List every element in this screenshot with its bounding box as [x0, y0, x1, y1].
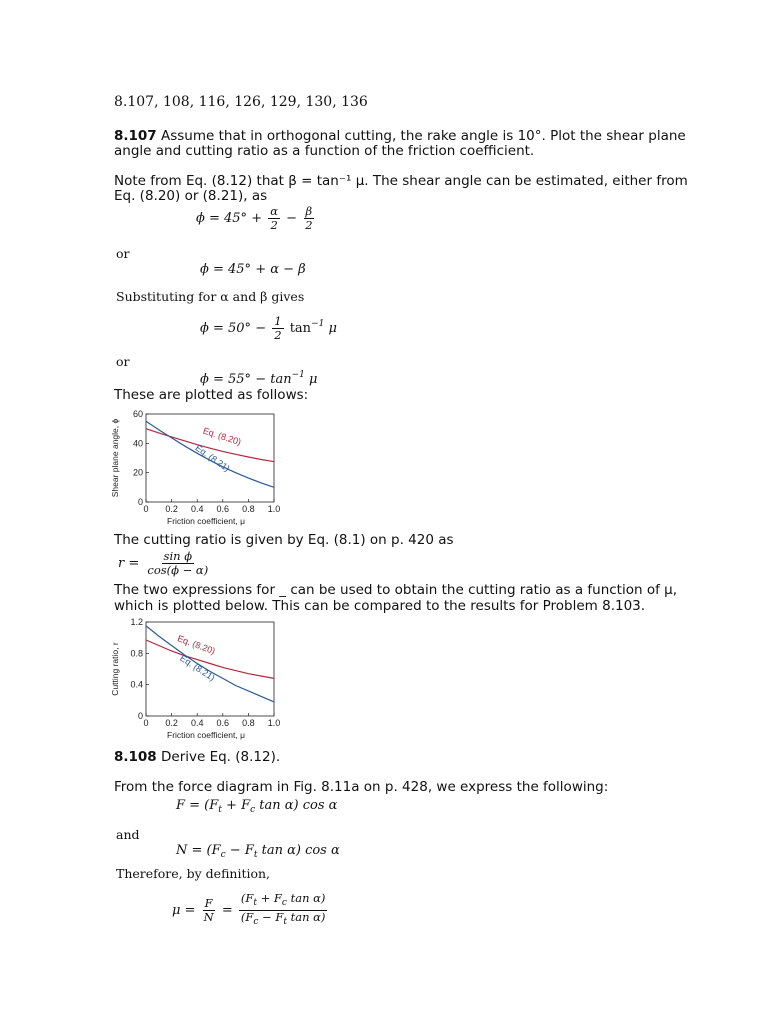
- frac-den: N: [203, 910, 214, 924]
- eq-lhs: r =: [118, 556, 140, 571]
- x-tick-label: 0: [143, 718, 149, 728]
- statement-line-2: angle and cutting ratio as a function of the friction coefficient.: [114, 143, 535, 159]
- eq-part: − F: [225, 843, 254, 858]
- x-tick-label: 1.0: [267, 718, 281, 728]
- y-tick-label: 0.8: [130, 648, 143, 659]
- eq-part: + F: [221, 798, 251, 813]
- cutting-ratio-text: The cutting ratio is given by Eq. (8.1) on p. 420 as: [114, 532, 454, 548]
- cutting-ratio-equation: [118, 550, 212, 577]
- x-tick-label: 0.2: [165, 718, 178, 728]
- superscript: −1: [291, 370, 305, 380]
- frac-num: 1: [274, 314, 282, 328]
- substituting-text: Substituting for α and β gives: [116, 289, 305, 304]
- eq-lhs: ϕ = 50° −: [200, 321, 267, 336]
- force-diagram-text: From the force diagram in Fig. 8.11a on p. 428, we express the following:: [114, 779, 609, 795]
- frac-num: sin ϕ: [163, 549, 193, 563]
- eq-lhs: μ =: [172, 903, 196, 918]
- equation-8-20: [196, 205, 317, 232]
- eq-lhs: ϕ = 45° +: [196, 211, 263, 226]
- frac-den: 2: [270, 218, 278, 232]
- eq-lhs: ϕ = 55° − tan: [200, 372, 292, 387]
- x-tick-label: 0.4: [190, 504, 204, 514]
- series-label-2: Eq. (8.21): [178, 652, 217, 683]
- problem-list-header: 8.107, 108, 116, 126, 129, 130, 136: [114, 94, 368, 110]
- equals-sign: =: [221, 903, 233, 918]
- eq-part: tan α) cos α: [257, 843, 340, 858]
- x-tick-label: 1.0: [267, 504, 281, 514]
- normal-force-equation: [176, 843, 340, 860]
- y-tick-label: 0: [137, 711, 143, 721]
- problem-8-108-statement: [114, 749, 280, 765]
- frac-num: ($F_t + F_c$ tan α): [239, 892, 328, 911]
- note-line-1: Note from Eq. (8.12) that β = tan⁻¹ μ. The shear angle can be estimated, either from: [114, 173, 688, 189]
- x-tick-label: 0: [143, 504, 149, 514]
- two-expr-line-1: The two expressions for _ can be used to obtain the cutting ratio as a function of μ,: [114, 582, 678, 598]
- tan-text: tan: [289, 321, 312, 336]
- mu-symbol: μ: [309, 372, 318, 387]
- series-label-1: Eq. (8.20): [201, 425, 243, 448]
- x-tick-label: 0.8: [242, 718, 255, 728]
- mu-symbol: μ: [328, 321, 337, 336]
- series-label-2: Eq. (8.21): [193, 442, 232, 474]
- x-tick-label: 0.6: [216, 504, 230, 514]
- statement-line-1: Assume that in orthogonal cutting, the rake angle is 10°. Plot the shear plane: [156, 128, 686, 144]
- problem-8-107-statement: [114, 128, 686, 144]
- y-tick-label: 1.2: [130, 617, 143, 627]
- statement-text: Derive Eq. (8.12).: [156, 749, 281, 765]
- equation-substituted-2: [200, 370, 317, 387]
- series-label-1: Eq. (8.20): [176, 633, 217, 657]
- subscript: t: [218, 805, 222, 815]
- superscript: −1: [311, 319, 325, 329]
- problem-number: 8.108: [114, 749, 157, 765]
- x-tick-label: 0.8: [242, 504, 255, 514]
- x-tick-label: 0.2: [165, 504, 178, 514]
- or-text-1: or: [116, 246, 130, 261]
- equation-8-21: ϕ = 45° + α − β: [200, 262, 306, 277]
- y-tick-label: 0: [137, 497, 143, 507]
- frac-num: F: [204, 896, 213, 910]
- subscript: c: [220, 850, 226, 860]
- y-tick-label: 60: [132, 409, 143, 419]
- subscript: c: [250, 805, 256, 815]
- shear-angle-chart: [108, 404, 288, 534]
- frac-den: ($F_c - F_t$ tan α): [240, 910, 326, 927]
- note-line-2: Eq. (8.20) or (8.21), as: [114, 188, 268, 204]
- x-tick-label: 0.4: [190, 718, 204, 728]
- friction-coefficient-equation: [172, 892, 329, 929]
- eq-part: tan α) cos α: [255, 798, 338, 813]
- two-expr-line-2: which is plotted below. This can be compared to the results for Problem 8.103.: [114, 598, 646, 614]
- subscript: t: [253, 850, 258, 860]
- or-text-2: or: [116, 354, 130, 369]
- frac-den: 2: [305, 218, 313, 232]
- friction-force-equation: [176, 798, 337, 815]
- frac-num: β: [305, 204, 313, 218]
- y-tick-label: 20: [132, 467, 143, 478]
- cutting-ratio-chart: [108, 616, 288, 740]
- minus-sign: −: [286, 211, 298, 226]
- y-tick-label: 0.4: [130, 679, 143, 690]
- x-axis-label: Friction coefficient, μ: [167, 516, 245, 526]
- x-tick-label: 0.6: [216, 718, 230, 728]
- x-axis-label: Friction coefficient, μ: [167, 730, 245, 740]
- frac-den: cos(ϕ − α): [147, 563, 209, 577]
- therefore-text: Therefore, by definition,: [116, 866, 271, 881]
- frac-num: α: [270, 204, 279, 218]
- plotted-text: These are plotted as follows:: [114, 387, 309, 403]
- eq-part: F = (F: [176, 798, 219, 813]
- y-tick-label: 40: [132, 438, 143, 449]
- y-axis-label: Cutting ratio, r: [110, 642, 120, 696]
- and-text: and: [116, 827, 140, 842]
- equation-substituted-1: [200, 315, 337, 342]
- problem-number: 8.107: [114, 128, 157, 144]
- frac-den: 2: [274, 328, 282, 342]
- y-axis-label: Shear plane angle, ϕ: [110, 418, 120, 498]
- eq-part: N = (F: [176, 843, 221, 858]
